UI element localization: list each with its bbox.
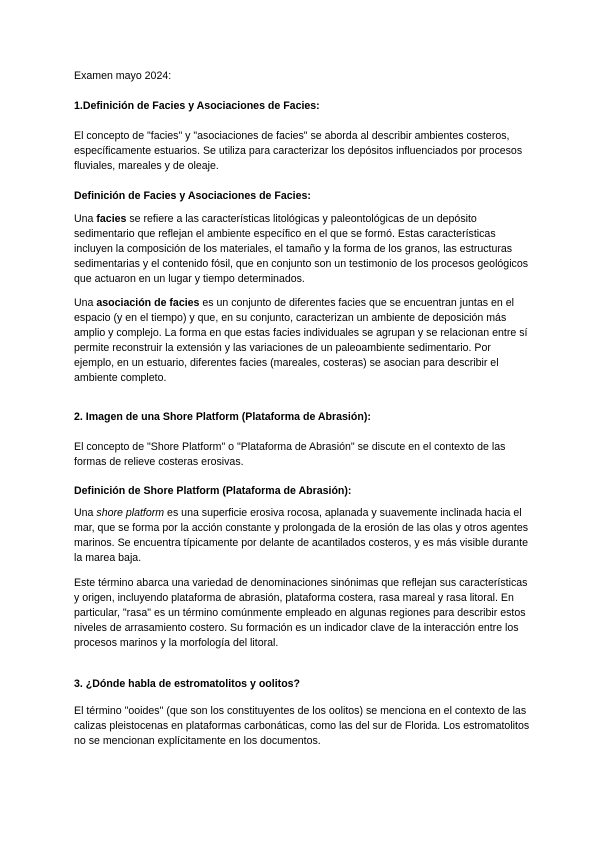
shore-platform-text: es una superficie erosiva rocosa, aplanada y suavemente inclinada hacia el mar, que se forma por la acción constante y prolongada de la erosión de las olas y otros agentes marinos. Se encuentra típicamente por delante de acantilados costeros, y es más visible durante la marea baja. (74, 507, 529, 564)
section-1-intro: El concepto de "facies" y "asociaciones de facies" se aborda al describir ambientes costeros, específicamente estuarios. Se utiliza para caracterizar los depósitos influenciados por procesos fluviales, mareales y de oleaje. (74, 130, 523, 172)
section-1-heading: 1.Definición de Facies y Asociaciones de Facies: (74, 100, 320, 112)
section-2-subheading: Definición de Shore Platform (Plataforma de Abrasión): (74, 485, 352, 497)
facies-association-paragraph (74, 296, 532, 385)
facies-text: se refiere a las características litológicas y paleontológicas de un depósito sedimentario que reflejan el ambiente específico en el que se formó. Estas características incluyen la composición de los materiales, el tamaño y la forma de los granos, las estructuras sedimentarias y el contenido fósil, que en conjunto son un testimonio de los procesos geológicos que actuaron en un lugar y tiempo determinados. (74, 213, 529, 285)
facies-definition-paragraph (74, 212, 532, 287)
section-2-heading: 2. Imagen de una Shore Platform (Plataforma de Abrasión): (74, 411, 371, 423)
association-text: es un conjunto de diferentes facies que se encuentran juntas en el espacio (y en el tiempo) y que, en su conjunto, caracterizan un ambiente de deposición más amplio y complejo. La forma en que estas facies individuales se agrupan y se relacionan entre sí permite reconstruir la extensión y las variaciones de un paleoambiente sedimentario. Por ejemplo, en un estuario, diferentes facies (mareales, costeras) se asocian para describir el ambiente completo. (74, 297, 528, 384)
facies-lead: Una (74, 213, 97, 225)
shore-platform-definition-paragraph (74, 506, 532, 566)
section-2-intro: El concepto de "Shore Platform" o "Plataforma de Abrasión" se discute en el contexto de las formas de relieve costeras erosivas. (74, 441, 506, 468)
section-1-subheading: Definición de Facies y Asociaciones de Facies: (74, 190, 311, 202)
shore-platform-term: shore platform (96, 507, 165, 519)
section-3-heading: 3. ¿Dónde habla de estromatolitos y oolitos? (74, 678, 301, 690)
facies-term: facies (96, 213, 127, 225)
association-lead: Una (74, 297, 97, 309)
exam-header: Examen mayo 2024: (74, 70, 172, 82)
section-3-paragraph: El término "ooides" (que son los constituyentes de los oolitos) se menciona en el contexto de las calizas pleistocenas en plataformas carbonáticas, como las del sur de Florida. Los estromatolitos no se mencionan explícitamente en los documentos. (74, 705, 530, 747)
shore-platform-lead: Una (74, 507, 97, 519)
association-term: asociación de facies (96, 297, 200, 309)
shore-platform-synonyms-paragraph: Este término abarca una variedad de denominaciones sinónimas que reflejan sus características y origen, incluyendo plataforma de abrasión, plataforma costera, rasa mareal y rasa litoral. En particular, "rasa" es un término comúnmente empleado en algunas regiones para describir estos niveles de arrasamiento costero. Su formación es un indicador clave de la interacción entre los procesos marinos y la morfología del litoral. (74, 577, 528, 649)
